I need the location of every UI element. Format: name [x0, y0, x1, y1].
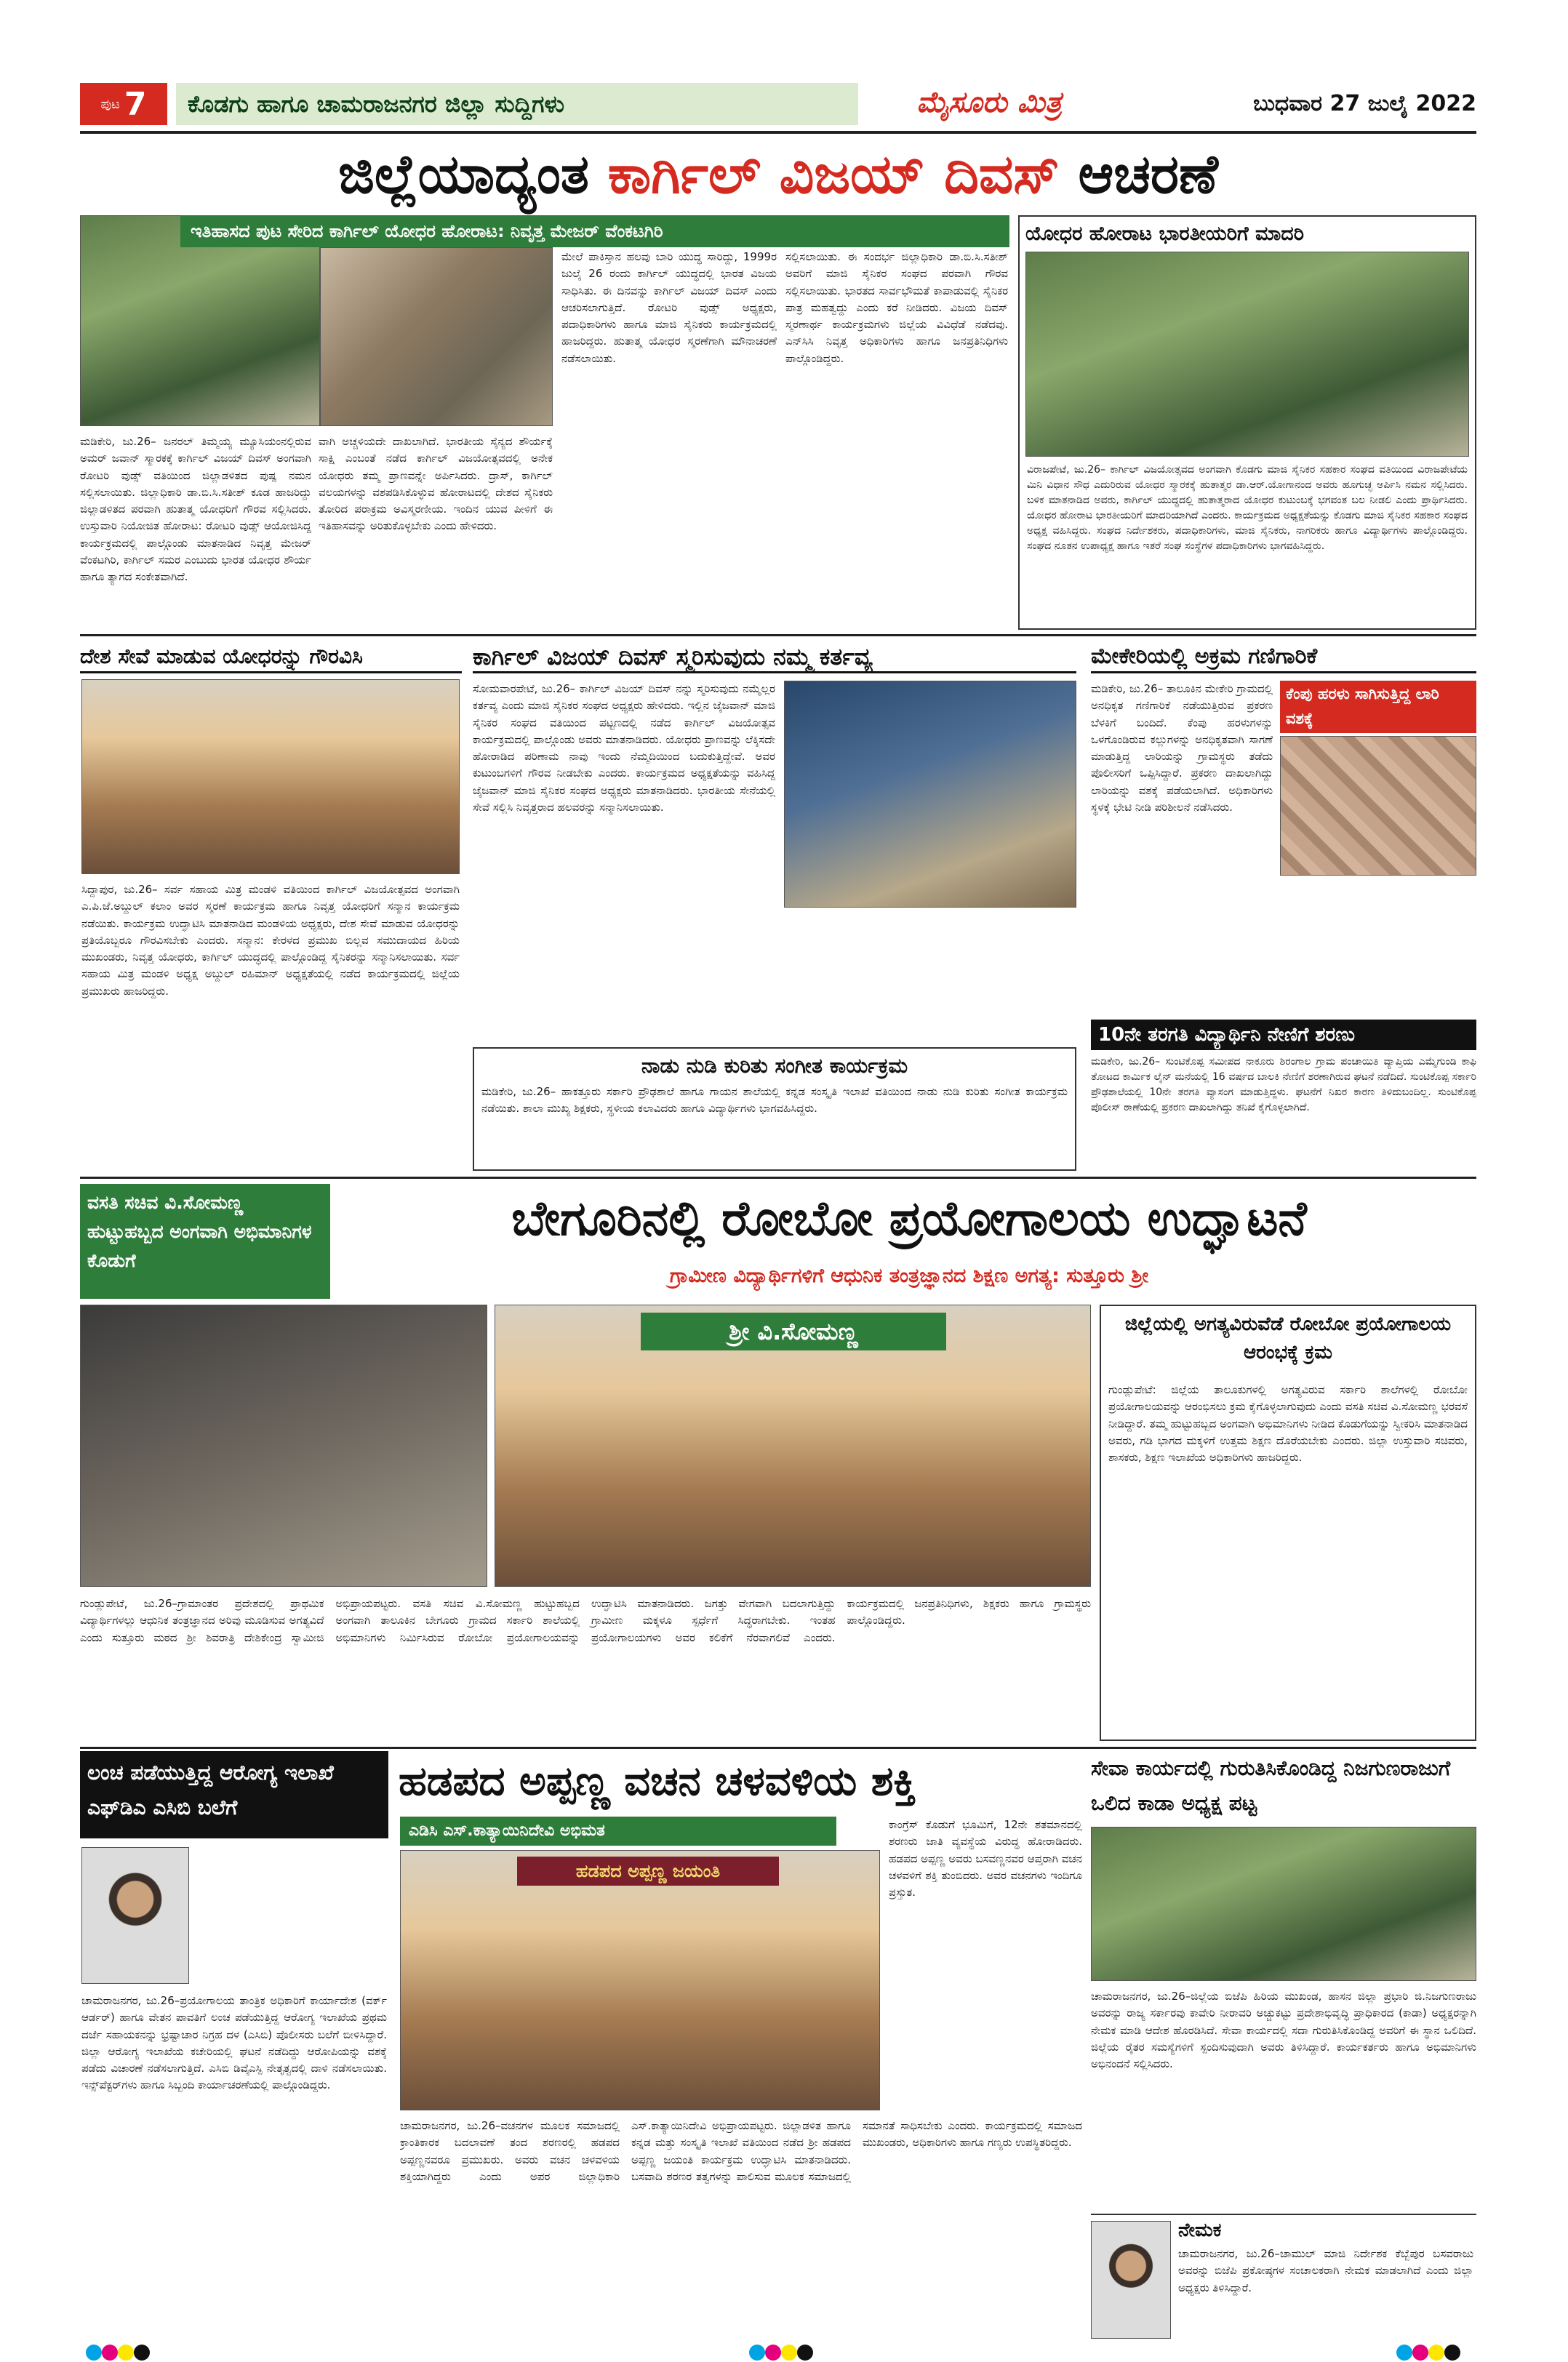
- story13-body: ಚಾಮರಾಜನಗರ, ಜು.26–ಚಾಮುಲ್ ಮಾಜಿ ನಿರ್ದೇಶಕ ಕೆಬ್ಬೆಪುರ ಬಸವರಾಜು ಅವರನ್ನು ಬಿಜೆಪಿ ಪ್ರಕೋಷ್ಠಗಳ ಸಂಚಾಲಕರಾಗಿ ನೇಮಕ ಮಾಡಲಾಗಿದೆ ಎಂದು ಜಿಲ್ಲಾ ಅಧ್ಯಕ್ಷರು ತಿಳಿಸಿದ್ದಾರೆ.: [1178, 2247, 1473, 2294]
- registration-marks-right: [1396, 2345, 1484, 2361]
- story3-headline: ದೇಶ ಸೇವೆ ಮಾಡುವ ಯೋಧರನ್ನು ಗೌರವಿಸಿ: [80, 640, 462, 673]
- story8-photo-main: [495, 1305, 1091, 1587]
- story6-photo-caption: ಕೆಂಪು ಹರಳು ಸಾಗಿಸುತ್ತಿದ್ದ ಲಾರಿ ವಶಕ್ಕೆ: [1280, 681, 1476, 733]
- story10-body: ಚಾಮರಾಜನಗರ, ಜು.26–ಪ್ರಯೋಗಾಲಯ ತಾಂತ್ರಿಕ ಅಧಿಕಾರಿಗೆ ಕಾರ್ಯಾದೇಶ (ವರ್ಕ್ ಆರ್ಡರ್) ಹಾಗೂ ವೇತನ ಪಾವತಿಗೆ ಲಂಚ ಪಡೆಯುತ್ತಿದ್ದ ಆರೋಗ್ಯ ಇಲಾಖೆಯ ಪ್ರಥಮ ದರ್ಜೆ ಸಹಾಯಕನನ್ನು ಭ್ರಷ್ಟಾಚಾರ ನಿಗ್ರಹ ದಳ (ಎಸಿಬಿ) ಪೊಲೀಸರು ಬಲೆಗೆ ಬೀಳಿಸಿದ್ದಾರೆ. ಜಿಲ್ಲಾ ಆರೋಗ್ಯ ಇಲಾಖೆಯ ಕಚೇರಿಯಲ್ಲಿ ಘಟನೆ ನಡೆದಿದ್ದು ಆರೋಪಿಯನ್ನು ವಶಕ್ಕೆ ಪಡೆದು ವಿಚಾರಣೆ ನಡೆಸಲಾಗುತ್ತಿದೆ. ಎಸಿಬಿ ಡಿವೈಎಸ್ಪಿ ನೇತೃತ್ವದಲ್ಲಿ ದಾಳಿ ನಡೆಸಲಾಯಿತು. ಇನ್ಸ್‌ಪೆಕ್ಟರ್‌ಗಳು ಹಾಗೂ ಸಿಬ್ಬಂದಿ ಕಾರ್ಯಾಚರಣೆಯಲ್ಲಿ ಪಾಲ್ಗೊಂಡಿದ್ದರು.: [81, 1994, 387, 2092]
- story5-box: [473, 1047, 1076, 1171]
- story8-body: ಗುಂಡ್ಲುಪೇಟೆ, ಜು.26–ಗ್ರಾಮಾಂತರ ಪ್ರದೇಶದಲ್ಲಿ ಪ್ರಾಥಮಿಕ ವಿದ್ಯಾರ್ಥಿಗಳಲ್ಲು ಆಧುನಿಕ ತಂತ್ರಜ್ಞಾನದ ಅರಿವು ಮೂಡಿಸುವ ಅಗತ್ಯವಿದೆ ಎಂದು ಸುತ್ತೂರು ಮಠದ ಶ್ರೀ ಶಿವರಾತ್ರಿ ದೇಶಿಕೇಂದ್ರ ಸ್ವಾಮೀಜಿ ಅಭಿಪ್ರಾಯಪಟ್ಟರು. ವಸತಿ ಸಚಿವ ವಿ.ಸೋಮಣ್ಣ ಹುಟ್ಟುಹಬ್ಬದ ಅಂಗವಾಗಿ ತಾಲೂಕಿನ ಬೇಗೂರು ಗ್ರಾಮದ ಸರ್ಕಾರಿ ಶಾಲೆಯಲ್ಲಿ ಅಭಿಮಾನಿಗಳು ನಿರ್ಮಿಸಿರುವ ರೋಬೋ ಪ್ರಯೋಗಾಲಯವನ್ನು ಉದ್ಘಾಟಿಸಿ ಮಾತನಾಡಿದರು. ಜಗತ್ತು ವೇಗವಾಗಿ ಬದಲಾಗುತ್ತಿದ್ದು ಗ್ರಾಮೀಣ ಮಕ್ಕಳೂ ಸ್ಪರ್ಧೆಗೆ ಸಿದ್ಧರಾಗಬೇಕು. ಇಂತಹ ಪ್ರಯೋಗಾಲಯಗಳು ಅವರ ಕಲಿಕೆಗೆ ನೆರವಾಗಲಿವೆ ಎಂದರು. ಕಾರ್ಯಕ್ರಮದಲ್ಲಿ ಜನಪ್ರತಿನಿಧಿಗಳು, ಶಿಕ್ಷಕರು ಹಾಗೂ ಗ್ರಾಮಸ್ಥರು ಪಾಲ್ಗೊಂಡಿದ್ದರು.: [80, 1597, 1091, 1644]
- date: ಬುಧವಾರ 27 ಜುಲೈ 2022: [1253, 91, 1476, 116]
- story7-headline: 10ನೇ ತರಗತಿ ವಿದ್ಯಾರ್ಥಿನಿ ನೇಣಿಗೆ ಶರಣು: [1091, 1020, 1476, 1050]
- story9-headline: ಜಿಲ್ಲೆಯಲ್ಲಿ ಅಗತ್ಯವಿರುವೆಡೆ ರೋಬೋ ಪ್ರಯೋಗಾಲಯ ಆರಂಭಕ್ಕೆ ಕ್ರಮ: [1124, 1313, 1452, 1364]
- story1-body-b: ವಾಗಿ ಅಚ್ಚಳಿಯದೇ ದಾಖಲಾಗಿದೆ. ಭಾರತೀಯ ಸೈನ್ಯದ ಶೌರ್ಯಕ್ಕೆ ಸಾಕ್ಷಿ ಎಂಬಂತೆ ನಡೆದ ಕಾರ್ಗಿಲ್ ವಿಜಯೋತ್ಸವದಲ್ಲಿ ಅನೇಕ ಯೋಧರು ತಮ್ಮ ಪ್ರಾಣವನ್ನೇ ಅರ್ಪಿಸಿದರು. ದ್ರಾಸ್, ಕಾರ್ಗಿಲ್ ವಲಯಗಳನ್ನು ವಶಪಡಿಸಿಕೊಳ್ಳುವ ಹೋರಾಟದಲ್ಲಿ ದೇಶದ ಸೈನಿಕರು ತೋರಿದ ಪರಾಕ್ರಮ ಅವಿಸ್ಮರಣೀಯ. ಇಂದಿನ ಯುವ ಪೀಳಿಗೆ ಈ ಇತಿಹಾಸವನ್ನು ಅರಿತುಕೊಳ್ಳಬೇಕು ಎಂದು ಹೇಳಿದರು.: [319, 435, 553, 533]
- story11-body-b: ಚಾಮರಾಜನಗರ, ಜು.26–ವಚನಗಳ ಮೂಲಕ ಸಮಾಜದಲ್ಲಿ ಕ್ರಾಂತಿಕಾರಕ ಬದಲಾವಣೆ ತಂದ ಶರಣರಲ್ಲಿ ಹಡಪದ ಅಪ್ಪಣ್ಣನವರೂ ಪ್ರಮುಖರು. ಅವರು ವಚನ ಚಳವಳಿಯ ಶಕ್ತಿಯಾಗಿದ್ದರು ಎಂದು ಅಪರ ಜಿಲ್ಲಾಧಿಕಾರಿ ಎಸ್.ಕಾತ್ಯಾಯಿನಿದೇವಿ ಅಭಿಪ್ರಾಯಪಟ್ಟರು. ಜಿಲ್ಲಾಡಳಿತ ಹಾಗೂ ಕನ್ನಡ ಮತ್ತು ಸಂಸ್ಕೃತಿ ಇಲಾಖೆ ವತಿಯಿಂದ ನಡೆದ ಶ್ರೀ ಹಡಪದ ಅಪ್ಪಣ್ಣ ಜಯಂತಿ ಕಾರ್ಯಕ್ರಮ ಉದ್ಘಾಟಿಸಿ ಮಾತನಾಡಿದರು. ಬಸವಾದಿ ಶರಣರ ತತ್ವಗಳನ್ನು ಪಾಲಿಸುವ ಮೂಲಕ ಸಮಾಜದಲ್ಲಿ ಸಮಾನತೆ ಸಾಧಿಸಬೇಕು ಎಂದರು. ಕಾರ್ಯಕ್ರಮದಲ್ಲಿ ಸಮಾಜದ ಮುಖಂಡರು, ಅಧಿಕಾರಿಗಳು ಹಾಗೂ ಗಣ್ಯರು ಉಪಸ್ಥಿತರಿದ್ದರು.: [400, 2119, 1082, 2183]
- story2-body: ವಿರಾಜಪೇಟೆ, ಜು.26– ಕಾರ್ಗಿಲ್ ವಿಜಯೋತ್ಸವದ ಅಂಗವಾಗಿ ಕೊಡಗು ಮಾಜಿ ಸೈನಿಕರ ಸಹಕಾರ ಸಂಘದ ವತಿಯಿಂದ ವಿರಾಜಪೇಟೆಯ ಮಿನಿ ವಿಧಾನ ಸೌಧ ಎದುರಿರುವ ಯೋಧರ ಸ್ಮಾರಕಕ್ಕೆ ಹುತಾತ್ಮರ ಡಾ.ಆರ್.ಯೋಗಾನಂದ ಅವರು ಹೂಗುಚ್ಛ ಅರ್ಪಿಸಿ ನಮನ ಸಲ್ಲಿಸಿದರು. ಬಳಿಕ ಮಾತನಾಡಿದ ಅವರು, ಕಾರ್ಗಿಲ್ ಯುದ್ಧದಲ್ಲಿ ಹುತಾತ್ಮರಾದ ಯೋಧರ ಕುಟುಂಬಕ್ಕೆ ಭಗವಂತ ಬಲ ನೀಡಲಿ ಎಂದು ಪ್ರಾರ್ಥಿಸಿದರು. ಯೋಧರ ಹೋರಾಟ ಭಾರತೀಯರಿಗೆ ಮಾದರಿಯಾಗಿದೆ ಎಂದರು. ಕಾರ್ಯಕ್ರಮದ ಅಧ್ಯಕ್ಷತೆಯನ್ನು ಕೊಡಗು ಮಾಜಿ ಸೈನಿಕರ ಸಹಕಾರ ಸಂಘದ ಅಧ್ಯಕ್ಷ ವಹಿಸಿದ್ದರು. ಸಂಘದ ನಿರ್ದೇಶಕರು, ಪದಾಧಿಕಾರಿಗಳು, ಮಾಜಿ ಸೈನಿಕರು, ನಾಗರಿಕರು ಹಾಗೂ ವಿದ್ಯಾರ್ಥಿಗಳು ಪಾಲ್ಗೊಂಡಿದ್ದರು. ಸಂಘದ ನೂತನ ಉಪಾಧ್ಯಕ್ಷ ಹಾಗೂ ಇತರೆ ಸಂಘ ಸಂಸ್ಥೆಗಳ ಪದಾಧಿಕಾರಿಗಳು ಭಾಗವಹಿಸಿದ್ದರು.: [1027, 464, 1468, 552]
- story1-photo-main: [320, 247, 553, 426]
- story2-photo: [1025, 252, 1469, 457]
- registration-marks-left: [86, 2345, 173, 2361]
- story3-body: ಸಿದ್ದಾಪುರ, ಜು.26– ಸರ್ವ ಸಹಾಯ ಮಿತ್ರ ಮಂಡಳಿ ವತಿಯಿಂದ ಕಾರ್ಗಿಲ್ ವಿಜಯೋತ್ಸವದ ಅಂಗವಾಗಿ ಎ.ಪಿ.ಜೆ.ಅಬ್ದುಲ್ ಕಲಾಂ ಅವರ ಸ್ಮರಣೆ ಕಾರ್ಯಕ್ರಮ ಹಾಗೂ ನಿವೃತ್ತ ಯೋಧರಿಗೆ ಸನ್ಮಾನ ಕಾರ್ಯಕ್ರಮ ನಡೆಯಿತು. ಕಾರ್ಯಕ್ರಮ ಉದ್ಘಾಟಿಸಿ ಮಾತನಾಡಿದ ಮಂಡಳಿಯ ಅಧ್ಯಕ್ಷರು, ದೇಶ ಸೇವೆ ಮಾಡುವ ಯೋಧರನ್ನು ಪ್ರತಿಯೊಬ್ಬರೂ ಗೌರವಿಸಬೇಕು ಎಂದರು. ಸನ್ಮಾನ: ಕೇರಳದ ಪ್ರಮುಖ ಬಿಲ್ಲವ ಸಮುದಾಯದ ಹಿರಿಯ ಮುಖಂಡರು, ನಿವೃತ್ತ ಯೋಧರು, ಕಾರ್ಗಿಲ್ ಯುದ್ಧದಲ್ಲಿ ಪಾಲ್ಗೊಂಡಿದ್ದ ಸೈನಿಕರನ್ನು ಸನ್ಮಾನಿಸಲಾಯಿತು. ಸರ್ವ ಸಹಾಯ ಮಿತ್ರ ಮಂಡಳಿ ಅಧ್ಯಕ್ಷ ಅಬ್ದುಲ್ ರಹಿಮಾನ್ ಅಧ್ಯಕ್ಷತೆಯಲ್ಲಿ ನಡೆದ ಕಾರ್ಯಕ್ರಮದಲ್ಲಿ ಜಿಲ್ಲೆಯ ಪ್ರಮುಖರು ಹಾಜರಿದ್ದರು.: [81, 883, 460, 998]
- story1-body-a: ಮಡಿಕೇರಿ, ಜು.26– ಜನರಲ್ ತಿಮ್ಮಯ್ಯ ಮ್ಯೂಸಿಯಂನಲ್ಲಿರುವ ಅಮರ್ ಜವಾನ್ ಸ್ಮಾರಕಕ್ಕೆ ಕಾರ್ಗಿಲ್ ವಿಜಯ್ ದಿವಸ್ ಅಂಗವಾಗಿ ರೋಟರಿ ವುಡ್ಸ್ ವತಿಯಿಂದ ಜಿಲ್ಲಾಡಳಿತದ ಪುಷ್ಪ ನಮನ ಸಲ್ಲಿಸಲಾಯಿತು. ಜಿಲ್ಲಾಧಿಕಾರಿ ಡಾ.ಬಿ.ಸಿ.ಸತೀಶ್ ಕೂಡ ಹಾಜರಿದ್ದು ಜಿಲ್ಲಾಡಳಿತದ ಪರವಾಗಿ ಹುತಾತ್ಮ ಯೋಧರಿಗೆ ಗೌರವ ಸಲ್ಲಿಸಿದರು. ಉಸ್ತುವಾರಿ ನಿಯೋಜಿತ ಹೋರಾಟ: ರೋಟರಿ ವುಡ್ಸ್ ಆಯೋಜಿಸಿದ್ದ ಕಾರ್ಯಕ್ರಮದಲ್ಲಿ ಪಾಲ್ಗೊಂಡು ಮಾತನಾಡಿದ ನಿವೃತ್ತ ಮೇಜರ್ ವೆಂಕಟಗಿರಿ, ಕಾರ್ಗಿಲ್ ಸಮರ ಎಂಬುದು ಭಾರತ ಯೋಧರ ಶೌರ್ಯ ಹಾಗೂ ತ್ಯಾಗದ ಸಂಕೇತವಾಗಿದೆ.: [80, 435, 311, 583]
- story8-subhead: ಗ್ರಾಮೀಣ ವಿದ್ಯಾರ್ಥಿಗಳಿಗೆ ಆಧುನಿಕ ತಂತ್ರಜ್ಞಾನದ ಶಿಕ್ಷಣ ಅಗತ್ಯ: ಸುತ್ತೂರು ಶ್ರೀ: [669, 1265, 1149, 1287]
- story12-headline: ಸೇವಾ ಕಾರ್ಯದಲ್ಲಿ ಗುರುತಿಸಿಕೊಂಡಿದ್ದ ನಿಜಗುಣರಾಜುಗೆ ಒಲಿದ ಕಾಡಾ ಅಧ್ಯಕ್ಷ ಪಟ್ಟ: [1091, 1756, 1451, 1815]
- story8-headline: ಬೇಗೂರಿನಲ್ಲಿ ರೋಬೋ ಪ್ರಯೋಗಾಲಯ ಉದ್ಘಾಟನೆ: [511, 1190, 1307, 1246]
- story10-photo: [81, 1847, 189, 1984]
- story5-headline: ನಾಡು ನುಡಿ ಕುರಿತು ಸಂಗೀತ ಕಾರ್ಯಕ್ರಮ: [641, 1054, 908, 1078]
- story11-headline: ಹಡಪದ ಅಪ್ಪಣ್ಣ ವಚನ ಚಳವಳಿಯ ಶಕ್ತಿ: [399, 1758, 916, 1805]
- story13-photo: [1091, 2221, 1171, 2339]
- page-label: ಪುಟ: [100, 96, 120, 112]
- story8-side-label: ವಸತಿ ಸಚಿವ ವಿ.ಸೋಮಣ್ಣ ಹುಟ್ಟುಹಬ್ಬದ ಅಂಗವಾಗಿ ಅಭಿಮಾನಿಗಳ ಕೊಡುಗೆ: [80, 1184, 330, 1299]
- row-divider-1: [80, 634, 1476, 636]
- story1-body-c: ಮೇಲೆ ಪಾಕಿಸ್ತಾನ ಹಲವು ಬಾರಿ ಯುದ್ಧ ಸಾರಿದ್ದು, 1999ರ ಜುಲೈ 26 ರಂದು ಕಾರ್ಗಿಲ್ ಯುದ್ಧದಲ್ಲಿ ಭಾರತ ವಿಜಯ ಸಾಧಿಸಿತು. ಈ ದಿನವನ್ನು ಕಾರ್ಗಿಲ್ ವಿಜಯ್ ದಿವಸ್ ಎಂದು ಆಚರಿಸಲಾಗುತ್ತಿದೆ. ರೋಟರಿ ವುಡ್ಸ್ ಅಧ್ಯಕ್ಷರು, ಪದಾಧಿಕಾರಿಗಳು ಹಾಗೂ ಮಾಜಿ ಸೈನಿಕರು ಕಾರ್ಯಕ್ರಮದಲ್ಲಿ ಹಾಜರಿದ್ದರು. ಹುತಾತ್ಮ ಯೋಧರ ಸ್ಮರಣೆಗಾಗಿ ಮೌನಾಚರಣೆ ನಡೆಸಲಾಯಿತು.: [561, 250, 777, 365]
- story4-body: ಸೋಮವಾರಪೇಟೆ, ಜು.26– ಕಾರ್ಗಿಲ್ ವಿಜಯ್ ದಿವಸ್ ನನ್ನು ಸ್ಮರಿಸುವುದು ನಮ್ಮೆಲ್ಲರ ಕರ್ತವ್ಯ ಎಂದು ಮಾಜಿ ಸೈನಿಕರ ಸಂಘದ ಅಧ್ಯಕ್ಷರು ಹೇಳಿದರು. ಇಲ್ಲಿನ ಜೈಜವಾನ್ ಮಾಜಿ ಸೈನಿಕರ ಸಂಘದ ವತಿಯಿಂದ ಪಟ್ಟಣದಲ್ಲಿ ನಡೆದ ಕಾರ್ಗಿಲ್ ವಿಜಯೋತ್ಸವ ಕಾರ್ಯಕ್ರಮದಲ್ಲಿ ಪಾಲ್ಗೊಂಡು ಅವರು ಮಾತನಾಡಿದರು. ಯೋಧರು ಪ್ರಾಣವನ್ನು ಲೆಕ್ಕಿಸದೇ ಹೋರಾಡಿದ ಪರಿಣಾಮ ನಾವು ಇಂದು ನೆಮ್ಮದಿಯಿಂದ ಬದುಕುತ್ತಿದ್ದೇವೆ. ಅವರ ಕುಟುಂಬಗಳಿಗೆ ಗೌರವ ನೀಡಬೇಕು ಎಂದರು. ಕಾರ್ಯಕ್ರಮದ ಅಧ್ಯಕ್ಷತೆಯನ್ನು ವಹಿಸಿದ್ದ ಜೈಜವಾನ್ ಮಾಜಿ ಸೈನಿಕರ ಸಂಘದ ಅಧ್ಯಕ್ಷರು ಮಾತನಾಡಿದರು. ಭಾರತೀಯ ಸೇನೆಯಲ್ಲಿ ಸೇವೆ ಸಲ್ಲಿಸಿ ನಿವೃತ್ತರಾದ ಹಲವರನ್ನು ಸನ್ಮಾನಿಸಲಾಯಿತು.: [473, 682, 775, 814]
- story5-body: ಮಡಿಕೇರಿ, ಜು.26– ಹಾಕತ್ತೂರು ಸರ್ಕಾರಿ ಪ್ರೌಢಶಾಲೆ ಹಾಗೂ ಗಾಯನ ಶಾಲೆಯಲ್ಲಿ ಕನ್ನಡ ಸಂಸ್ಕೃತಿ ಇಲಾಖೆ ವತಿಯಿಂದ ನಾಡು ನುಡಿ ಕುರಿತು ಸಂಗೀತ ಕಾರ್ಯಕ್ರಮ ನಡೆಯಿತು. ಶಾಲಾ ಮುಖ್ಯ ಶಿಕ್ಷಕರು, ಸ್ಥಳೀಯ ಕಲಾವಿದರು ಹಾಗೂ ವಿದ್ಯಾರ್ಥಿಗಳು ಭಾಗವಹಿಸಿದ್ದರು.: [481, 1085, 1068, 1116]
- section-title: ಕೊಡಗು ಹಾಗೂ ಚಾಮರಾಜನಗರ ಜಿಲ್ಲಾ ಸುದ್ದಿಗಳು: [176, 83, 858, 125]
- story7-body: ಮಡಿಕೇರಿ, ಜು.26– ಸುಂಟಿಕೊಪ್ಪ ಸಮೀಪದ ನಾಕೂರು ಶಿರಂಗಾಲ ಗ್ರಾಮ ಪಂಚಾಯಿತಿ ವ್ಯಾಪ್ತಿಯ ಎಮ್ಮೆಗುಂಡಿ ಕಾಫಿ ತೋಟದ ಕಾರ್ಮಿಕ ಲೈನ್ ಮನೆಯಲ್ಲಿ 16 ವರ್ಷದ ಬಾಲಕಿ ನೇಣಿಗೆ ಶರಣಾಗಿರುವ ಘಟನೆ ನಡೆದಿದೆ. ಸುಂಟಿಕೊಪ್ಪ ಸರ್ಕಾರಿ ಪ್ರೌಢಶಾಲೆಯಲ್ಲಿ 10ನೇ ತರಗತಿ ವ್ಯಾಸಂಗ ಮಾಡುತ್ತಿದ್ದಳು. ಘಟನೆಗೆ ನಿಖರ ಕಾರಣ ತಿಳಿದುಬಂದಿಲ್ಲ. ಸುಂಟಿಕೊಪ್ಪ ಪೊಲೀಸ್ ಠಾಣೆಯಲ್ಲಿ ಪ್ರಕರಣ ದಾಖಲಾಗಿದ್ದು ತನಿಖೆ ಕೈಗೊಳ್ಳಲಾಗಿದೆ.: [1091, 1056, 1476, 1113]
- story11-banner: ಹಡಪದ ಅಪ್ಪಣ್ಣ ಜಯಂತಿ: [517, 1857, 779, 1886]
- main-headline: [80, 137, 1476, 212]
- story6-photo: [1280, 736, 1476, 876]
- story6-body: ಮಡಿಕೇರಿ, ಜು.26– ತಾಲೂಕಿನ ಮೇಕೇರಿ ಗ್ರಾಮದಲ್ಲಿ ಅನಧಿಕೃತ ಗಣಿಗಾರಿಕೆ ನಡೆಯುತ್ತಿರುವ ಪ್ರಕರಣ ಬೆಳಕಿಗೆ ಬಂದಿದೆ. ಕೆಂಪು ಹರಳುಗಳನ್ನು ಒಳಗೊಂಡಿರುವ ಕಲ್ಲುಗಳನ್ನು ಅನಧಿಕೃತವಾಗಿ ಸಾಗಣೆ ಮಾಡುತ್ತಿದ್ದ ಲಾರಿಯನ್ನು ಗ್ರಾಮಸ್ಥರು ತಡೆದು ಪೊಲೀಸರಿಗೆ ಒಪ್ಪಿಸಿದ್ದಾರೆ. ಪ್ರಕರಣ ದಾಖಲಾಗಿದ್ದು ಲಾರಿಯನ್ನು ವಶಕ್ಕೆ ಪಡೆಯಲಾಗಿದೆ. ಅಧಿಕಾರಿಗಳು ಸ್ಥಳಕ್ಕೆ ಭೇಟಿ ನೀಡಿ ಪರಿಶೀಲನೆ ನಡೆಸಿದರು.: [1091, 682, 1273, 814]
- story4-headline: ಕಾರ್ಗಿಲ್ ವಿಜಯ್ ದಿವಸ್ ಸ್ಮರಿಸುವುದು ನಮ್ಮ ಕರ್ತವ್ಯ: [473, 640, 1076, 673]
- story12-photo: [1091, 1827, 1476, 1981]
- masthead-rule: [80, 131, 1476, 134]
- story3-photo: [81, 679, 460, 874]
- story10-headline: ಲಂಚ ಪಡೆಯುತ್ತಿದ್ದ ಆರೋಗ್ಯ ಇಲಾಖೆ ಎಫ್‌ಡಿಎ ಎಸಿಬಿ ಬಲೆಗೆ: [80, 1751, 388, 1838]
- story1-body-d: ಸಲ್ಲಿಸಲಾಯಿತು. ಈ ಸಂದರ್ಭ ಜಿಲ್ಲಾಧಿಕಾರಿ ಡಾ.ಬಿ.ಸಿ.ಸತೀಶ್ ಅವರಿಗೆ ಮಾಜಿ ಸೈನಿಕರ ಸಂಘದ ಪರವಾಗಿ ಗೌರವ ಸಲ್ಲಿಸಲಾಯಿತು. ಭಾರತದ ಸಾರ್ವಭೌಮತೆ ಕಾಪಾಡುವಲ್ಲಿ ಸೈನಿಕರ ಪಾತ್ರ ಮಹತ್ವದ್ದು ಎಂದು ಕರೆ ನೀಡಿದರು. ವಿಜಯ ದಿವಸ್ ಸ್ಮರಣಾರ್ಥ ಕಾರ್ಯಕ್ರಮಗಳು ಜಿಲ್ಲೆಯ ವಿವಿಧೆಡೆ ನಡೆದವು. ಎನ್‌ಸಿಸಿ ನಿವೃತ್ತ ಅಧಿಕಾರಿಗಳು ಹಾಗೂ ಜನಪ್ರತಿನಿಧಿಗಳು ಪಾಲ್ಗೊಂಡಿದ್ದರು.: [785, 250, 1008, 365]
- story2-box: [1018, 215, 1476, 630]
- story9-body: ಗುಂಡ್ಲುಪೇಟೆ: ಜಿಲ್ಲೆಯ ತಾಲೂಕುಗಳಲ್ಲಿ ಅಗತ್ಯವಿರುವ ಸರ್ಕಾರಿ ಶಾಲೆಗಳಲ್ಲಿ ರೋಬೋ ಪ್ರಯೋಗಾಲಯವನ್ನು ಆರಂಭಿಸಲು ಕ್ರಮ ಕೈಗೊಳ್ಳಲಾಗುವುದು ಎಂದು ವಸತಿ ಸಚಿವ ವಿ.ಸೋಮಣ್ಣ ಭರವಸೆ ನೀಡಿದ್ದಾರೆ. ತಮ್ಮ ಹುಟ್ಟುಹಬ್ಬದ ಅಂಗವಾಗಿ ಅಭಿಮಾನಿಗಳು ನೀಡಿದ ಕೊಡುಗೆಯನ್ನು ಸ್ವೀಕರಿಸಿ ಮಾತನಾಡಿದ ಅವರು, ಗಡಿ ಭಾಗದ ಮಕ್ಕಳಿಗೆ ಉತ್ತಮ ಶಿಕ್ಷಣ ದೊರೆಯಬೇಕು ಎಂದರು. ಜಿಲ್ಲಾ ಉಸ್ತುವಾರಿ ಸಚಿವರು, ಶಾಸಕರು, ಶಿಕ್ಷಣ ಇಲಾಖೆಯ ಅಧಿಕಾರಿಗಳು ಹಾಜರಿದ್ದರು.: [1108, 1383, 1468, 1464]
- page-number-box: [80, 83, 167, 125]
- row-divider-3: [80, 1747, 1476, 1749]
- story11-body-a: ಕಾಂಗ್ರೆಸ್ ಕೊಡುಗೆ ಭೂಮಿಗೆ, 12ನೇ ಶತಮಾನದಲ್ಲಿ ಶರಣರು ಜಾತಿ ವ್ಯವಸ್ಥೆಯ ವಿರುದ್ಧ ಹೋರಾಡಿದರು. ಹಡಪದ ಅಪ್ಪಣ್ಣ ಅವರು ಬಸವಣ್ಣನವರ ಆಪ್ತರಾಗಿ ವಚನ ಚಳವಳಿಗೆ ಶಕ್ತಿ ತುಂಬಿದರು. ಅವರ ವಚನಗಳು ಇಂದಿಗೂ ಪ್ರಸ್ತುತ.: [889, 1818, 1082, 1899]
- main-headline-part2: ಕಾರ್ಗಿಲ್ ವಿಜಯ್ ದಿವಸ್: [607, 143, 1060, 206]
- paper-name: ಮೈಸೂರು ಮಿತ್ರ: [916, 86, 1062, 119]
- row-divider-2: [80, 1177, 1476, 1179]
- registration-marks-center: [749, 2345, 836, 2361]
- story4-photo: [784, 681, 1076, 908]
- main-headline-part3: ಆಚರಣೆ: [1078, 143, 1218, 206]
- story13-headline: ನೇಮಕ: [1178, 2219, 1222, 2241]
- story1-kicker: ಇತಿಹಾಸದ ಪುಟ ಸೇರಿದ ಕಾರ್ಗಿಲ್ ಯೋಧರ ಹೋರಾಟ: ನಿವೃತ್ತ ಮೇಜರ್ ವೆಂಕಟಗಿರಿ: [180, 215, 1009, 247]
- story9-box: [1100, 1305, 1476, 1741]
- story11-photo: [400, 1850, 880, 2110]
- masthead: [80, 79, 1476, 127]
- story11-subhead: ಎಡಿಸಿ ಎಸ್.ಕಾತ್ಯಾಯಿನಿದೇವಿ ಅಭಿಮತ: [400, 1817, 836, 1846]
- main-headline-part1: ಜಿಲ್ಲೆಯಾದ್ಯಂತ: [338, 143, 589, 206]
- story2-kicker: ಯೋಧರ ಹೋರಾಟ ಭಾರತೀಯರಿಗೆ ಮಾದರಿ: [1025, 223, 1304, 245]
- story8-photo-small: [80, 1305, 487, 1587]
- page-number: 7: [124, 85, 147, 123]
- story6-headline: ಮೇಕೇರಿಯಲ್ಲಿ ಅಕ್ರಮ ಗಣಿಗಾರಿಕೆ: [1091, 640, 1476, 673]
- story8-banner: ಶ್ರೀ ವಿ.ಸೋಮಣ್ಣ: [641, 1313, 946, 1350]
- story12-body: ಚಾಮರಾಜನಗರ, ಜು.26–ಜಿಲ್ಲೆಯ ಬಿಜೆಪಿ ಹಿರಿಯ ಮುಖಂಡ, ಹಾಸನ ಜಿಲ್ಲಾ ಪ್ರಭಾರಿ ಜಿ.ನಿಜಗುಣರಾಜು ಅವರನ್ನು ರಾಜ್ಯ ಸರ್ಕಾರವು ಕಾವೇರಿ ನೀರಾವರಿ ಅಚ್ಚುಕಟ್ಟು ಪ್ರದೇಶಾಭಿವೃದ್ಧಿ ಪ್ರಾಧಿಕಾರದ (ಕಾಡಾ) ಅಧ್ಯಕ್ಷರನ್ನಾಗಿ ನೇಮಕ ಮಾಡಿ ಆದೇಶ ಹೊರಡಿಸಿದೆ. ಸೇವಾ ಕಾರ್ಯದಲ್ಲಿ ಸದಾ ಗುರುತಿಸಿಕೊಂಡಿದ್ದ ಅವರಿಗೆ ಈ ಸ್ಥಾನ ಒಲಿದಿದೆ. ಜಿಲ್ಲೆಯ ರೈತರ ಸಮಸ್ಯೆಗಳಿಗೆ ಸ್ಪಂದಿಸುವುದಾಗಿ ಅವರು ತಿಳಿಸಿದ್ದಾರೆ. ಕಾರ್ಯಕರ್ತರು ಹಾಗೂ ಅಭಿಮಾನಿಗಳು ಅಭಿನಂದನೆ ಸಲ್ಲಿಸಿದರು.: [1091, 1990, 1476, 2070]
- story13-box: [1091, 2214, 1476, 2342]
